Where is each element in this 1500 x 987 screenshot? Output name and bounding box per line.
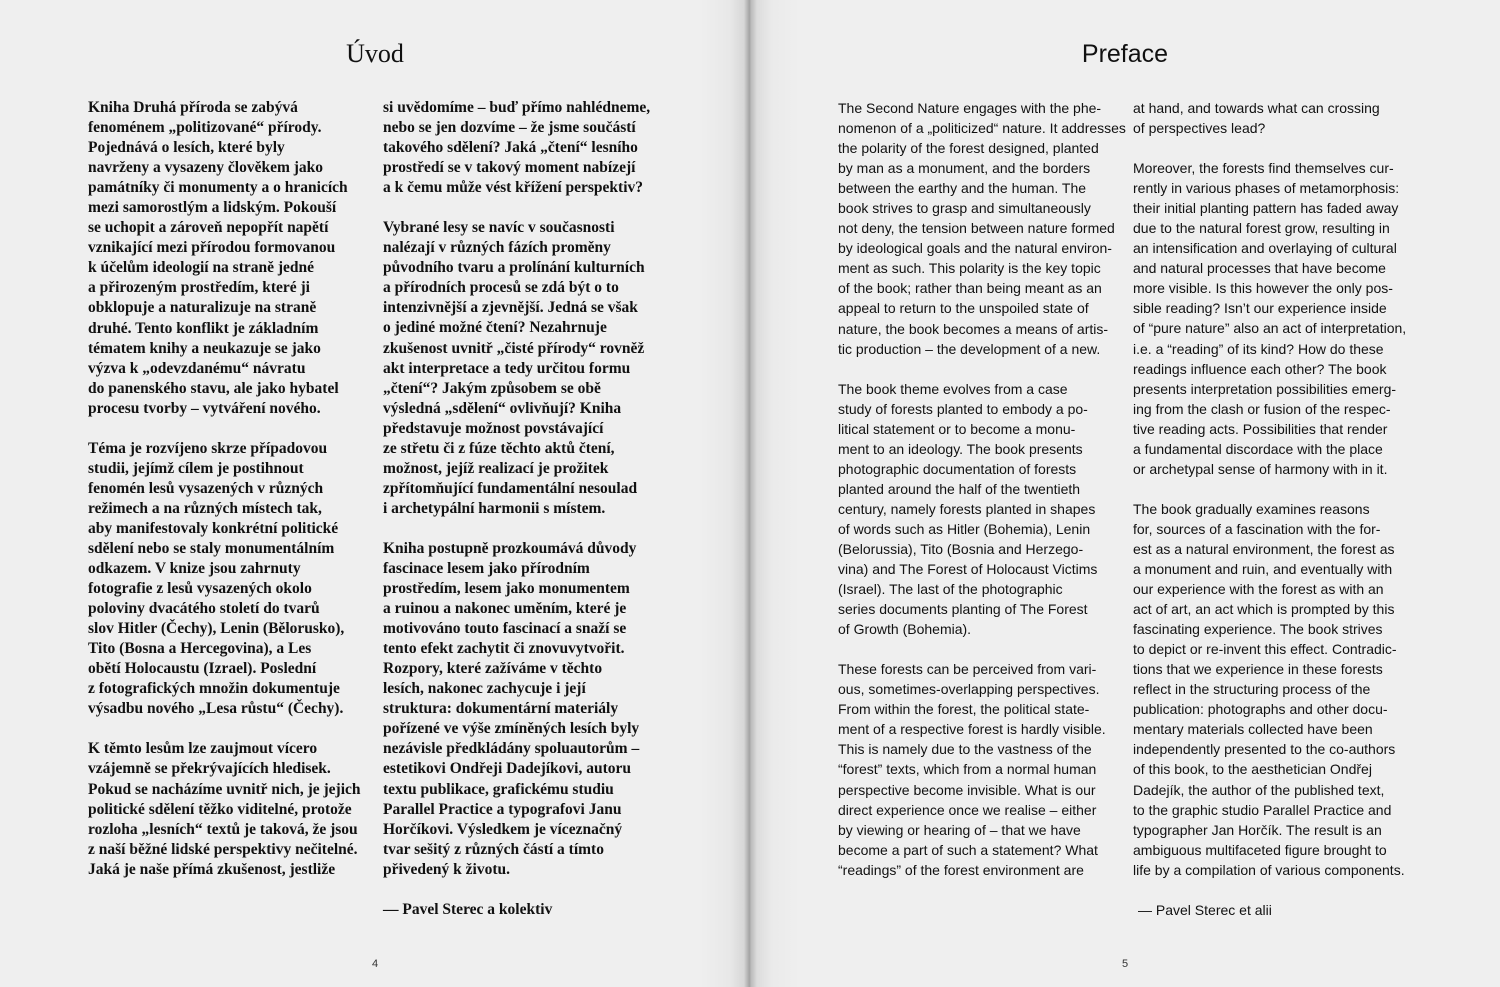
paragraph: Vybrané lesy se navíc v současnosti nalézají v různých fázích proměny původního tvaru a prolínání kulturních a přírodních procesů se zdá být o to intenzivnější a zjevnější. Jedná se však o jediné možné čtení? Nezahrnuje zkušenost uvnitř „čisté přírody“ rovněž akt interpretace a tedy určitou formu „čtení“? Jakým způsobem se obě výsledná „sdělení“ ovlivňují? Kniha představuje možnost povstávající ze střetu či z fúze těchto aktů čtení, možnost, jejíž realizací je prožitek zpřítomňující fundamentální nesoulad i archetypální harmonii s místem. [383, 219, 645, 517]
paragraph: K těmto lesům lze zaujmout vícero vzájemně se překrývajících hledisek. Pokud se nacházíme uvnitř nich, je jejich politické sdělení těžko viditelné, protože rozloha „lesních“ textů je taková, že jsou z naší běžné lidské perspektivy nečitelné. Jaká je naše přímá zkušenost, jestliže [88, 740, 361, 878]
right-page-english [750, 0, 1500, 987]
page-number: 4 [371, 958, 379, 970]
paragraph: The Second Nature engages with the phe- nomenon of a „politicized“ nature. It addresses the polarity of the forest designed, planted by man as a monument, and the borders between the earthy and the human. The book strives to grasp and simultaneously not deny, the tension between nature formed by ideological goals and the natural environ- ment as such. This polarity is the key topic of the book; rather than being meant as an appeal to return to the unspoiled state of nature, the book becomes a means of artis- tic production – the development of a new. [838, 100, 1126, 357]
paragraph: Téma je rozvíjeno skrze případovou studii, jejímž cílem je postihnout fenomén lesů vysazených v různých režimech a na různých místech tak, aby manifestovaly konkrétní politické sdělení nebo se staly monumentálním odkazem. V knize jsou zahrnuty fotografie z lesů vysazených okolo poloviny dvacátého století do tvarů slov Hitler (Čechy), Lenin (Bělorusko), Tito (Bosna a Hercegovina), a Les obětí Holocaustu (Izrael). Poslední z fotografických množin dokumentuje výsadbu nového „Lesa růstu“ (Čechy). [88, 439, 345, 718]
paragraph: si uvědomíme – buď přímo nahlédneme, nebo se jen dozvíme – že jsme součástí takového sdělení? Jaká „čtení“ lesního prostředí se v takový moment nabízejí a k čemu může vést křížení perspektiv? [383, 99, 651, 197]
paragraph: The book theme evolves from a case study of forests planted to embody a po- litical statement or to become a monu- ment to an ideology. The book presents photographic documentation of forests planted around the half of the twentieth century, namely forests planted in shapes of words such as Hitler (Bohemia), Lenin (Belorussia), Tito (Bosnia and Herzego- vina) and The Forest of Holocaust Victims (Israel). The last of the photographic series documents planting of The Forest of Growth (Bohemia). [838, 380, 1098, 638]
paragraph: Kniha Druhá příroda se zabývá fenoménem „politizované“ přírody. Pojednává o lesích, které byly navrženy a vysazeny člověkem jako památníky či monumenty a o hranicích mezi samorostlým a lidským. Pokouší se uchopit a zároveň nepopřít napětí vznikající mezi přírodou formovanou k účelům ideologií na straně jedné a přirozeným prostředím, které ji obklopuje a naturalizuje na straně druhé. Tento konflikt je základním tématem knihy a neukazuje se jako výzva k „odevzdanému“ návratu do panenského stavu, ale jako hybatel procesu tvorby – vytváření nového. [88, 99, 348, 417]
paragraph: Moreover, the forests find themselves cur- rently in various phases of metamorphosis: their initial planting pattern has faded away due to the natural forest grow, resulting in an intensification and overlaying of cultural and natural processes that have become more visible. Is this however the only pos- sible reading? Isn’t our experience inside of “pure nature” also an act of interpretation, i.e. a “reading” of its kind? How do these readings influence each other? The book presents interpretation possibilities emerg- ing from the clash or fusion of the respec- tive reading acts. Possibilities that render a fundamental discordace with the place or archetypal sense of harmony with in it. [1133, 160, 1407, 477]
author-signature: — Pavel Sterec et alii [1138, 902, 1272, 918]
paragraph: These forests can be perceived from vari- ous, sometimes-overlapping perspectives. From within the forest, the political state- ment of a respective forest is hardly visible. This is namely due to the vastness of the “forest” texts, which from a normal human perspective become invisible. What is our direct experience once we realise – either by viewing or hearing of – that we have become a part of such a statement? What “readings” of the forest environment are [838, 661, 1106, 878]
page-title: Preface [1081, 40, 1169, 68]
text-column-2 [383, 98, 683, 900]
page-title: Úvod [346, 39, 404, 68]
text-column-1 [838, 98, 1138, 900]
page-number: 5 [1121, 958, 1129, 970]
text-column-1 [88, 98, 388, 900]
author-signature: — Pavel Sterec a kolektiv [383, 901, 553, 918]
paragraph: Kniha postupně prozkoumává důvody fascinace lesem jako přírodním prostředím, lesem jako monumentem a ruinou a nakonec uměním, které je motivováno touto fascinací a snaží se tento efekt zachytit či znovuvytvořit. Rozpory, které zažíváme v těchto lesích, nakonec zachycuje i její struktura: dokumentární materiály pořízené ve výše zmíněných lesích byly nezávisle předkládány spoluautorům – estetikovi Ondřeji Dadejíkovi, autoru textu publikace, grafickému studiu Parallel Practice a typografovi Janu Horčíkovi. Výsledkem je víceznačný tvar sešitý z různých částí a tímto přivedený k životu. [383, 539, 640, 878]
paragraph: The book gradually examines reasons for, sources of a fascination with the for- est as a natural environment, the forest as a monument and ruin, and eventually with our experience with the forest as with an act of art, an act which is prompted by this fascinating experience. The book strives to depict or re-invent this effect. Contradic- tions that we experience in these forests reflect in the structuring process of the publication: photographs and other docu- mentary materials collected have been independently presented to the co-authors of this book, to the aesthetician Ondřej Dadejík, the author of the published text, to the graphic studio Parallel Practice and typographer Jan Horčík. The result is an ambiguous multifaceted figure brought to life by a compilation of various components. [1133, 500, 1405, 878]
text-column-2 [1133, 98, 1433, 900]
paragraph: at hand, and towards what can crossing of perspectives lead? [1133, 100, 1380, 137]
